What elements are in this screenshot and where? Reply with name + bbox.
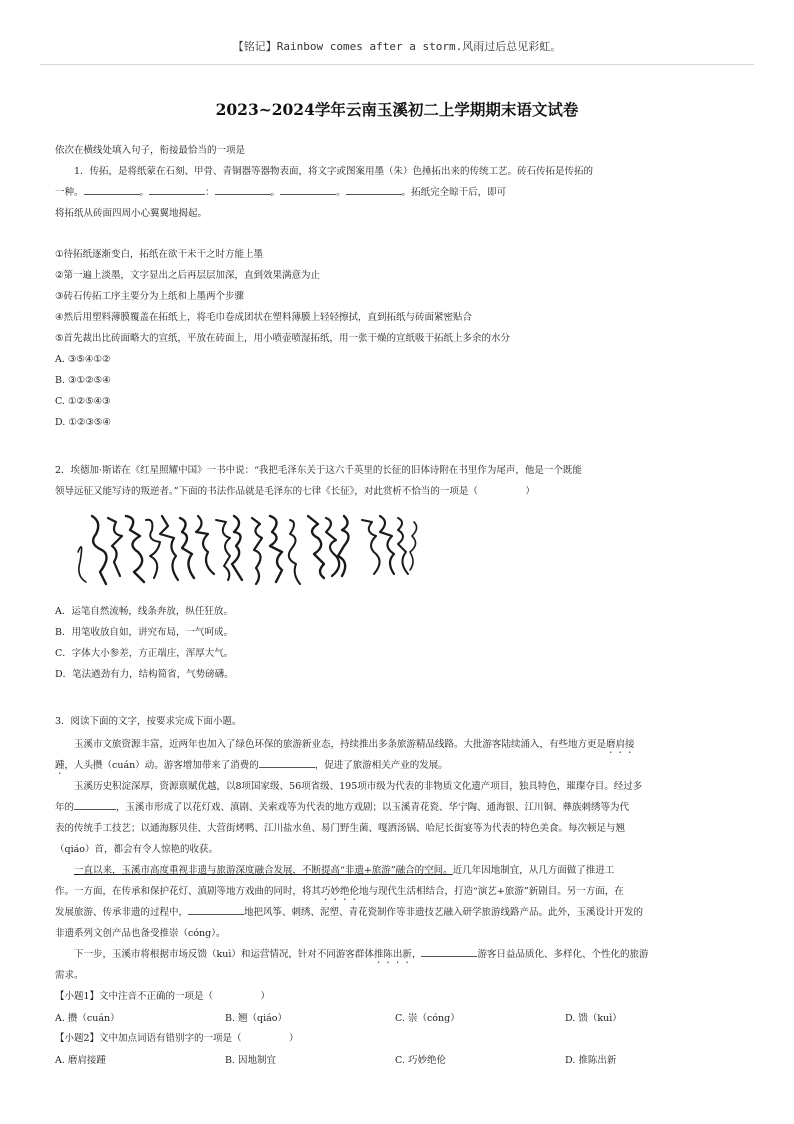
q3-para4-line2: 需求。: [55, 970, 84, 981]
q3-sub1-option-c[interactable]: C. 崇（cóng）: [395, 1013, 460, 1024]
page-title: 2023~2024学年云南玉溪初二上学期期末语文试卷: [215, 100, 579, 119]
q3-para1-line2: 踵，人头攒（cuán）动。游客增加带来了消费的 ，促进了旅游相关产业的发展。: [55, 760, 448, 771]
q1-instruction: 依次在横线处填入句子，衔接最恰当的一项是: [55, 145, 246, 156]
q3-sub1-option-a[interactable]: A. 攒（cuán）: [55, 1013, 120, 1024]
q1-item: ①待拓纸逐渐变白，拓纸在欲干未干之时方能上墨: [55, 249, 264, 260]
q3-para2-line2: 年的 ，玉溪市形成了以花灯戏、滇剧、关索戏等为代表的地方戏剧；以玉溪青花瓷、华宁陶、通海银、江川铜、彝族刺绣等为代: [55, 802, 630, 813]
blank: [215, 185, 271, 195]
q3-para2-line4: （qiáo）首，都会有令人惊艳的收获。: [55, 844, 219, 855]
q1-item: ②第一遍上淡墨，文字显出之后再层层加深，直到效果满意为止: [55, 270, 321, 281]
blank: [280, 185, 336, 195]
blank: [259, 758, 315, 768]
q1-option-a[interactable]: A. ③⑤④①②: [55, 354, 111, 365]
q3-para3-line2: 作。一方面，在传承和保护花灯、滇剧等地方戏曲的同时，将其巧妙绝伦地与现代生活相结合，打造“演艺+旅游”新剧目。另一方面，在: [55, 886, 624, 897]
q2-line2: 领导远征又能写诗的叛逆者。”下面的书法作品就是毛泽东的七律《长征》，对此赏析不恰当的一项是（ ）: [55, 486, 535, 497]
blank: [149, 185, 205, 195]
q1-item: ③砖石传拓工序主要分为上纸和上墨两个步骤: [55, 291, 245, 302]
q2-option-d[interactable]: D．笔法遒劲有力，结构简省，气势磅礴。: [55, 669, 234, 680]
q1-option-d[interactable]: D. ①②③⑤④: [55, 417, 111, 428]
q3-para4-line1: 下一步，玉溪市将根据市场反馈（kuì）和运营情况，针对不同游客群体推陈出新， 游客日益品质化、多样化、个性化的旅游: [74, 949, 649, 960]
q3-sub2-option-b[interactable]: B. 因地制宜: [225, 1055, 277, 1066]
q3-sub2-option-a[interactable]: A. 磨肩接踵: [55, 1055, 106, 1066]
blank: [74, 800, 116, 810]
q2-option-a[interactable]: A．运笔自然流畅，线条奔放，纵任狂放。: [55, 606, 233, 617]
q3-para3-line1: 一直以来，玉溪市高度重视非遗与旅游深度融合发展，不断提高“非遗+旅游”融合的空间。近几年因地制宜，从几方面做了推进工: [74, 865, 615, 876]
q3-para2-line3: 表的传统手工技艺；以通海豚贝佳、大营街烤鸭、江川盐水鱼、易门野生菌、嘎洒汤锅、哈尼长街宴等为代表的特色美食。每次顿足与翘: [55, 823, 626, 834]
header-divider: [40, 64, 754, 65]
header-motto: 【铭记】Rainbow comes after a storm.风雨过后总见彩虹。: [232, 40, 562, 53]
blank: [421, 947, 477, 957]
blank: [84, 185, 140, 195]
q2-line1: 2．埃德加·斯诺在《红星照耀中国》一书中说：“我把毛泽东关于这六千英里的长征的旧体诗附在书里作为尾声，他是一个既能: [55, 465, 582, 476]
q3-para3-line3: 发展旅游、传承非遗的过程中， 地把风筝、刺绣、泥塑、青花瓷制作等非遗技艺融入研学旅游线路产品。此外，玉溪设计开发的: [55, 907, 644, 918]
q1-item: ④然后用塑料薄膜覆盖在拓纸上，将毛巾卷成团状在塑料薄膜上轻轻擦拭，直到拓纸与砖面紧密贴合: [55, 312, 473, 323]
q3-para3-line4: 非遗系列文创产品也备受推崇（cóng）。: [55, 928, 226, 939]
q3-sub2-question: 【小题2】文中加点词语有错别字的一项是（ ）: [55, 1033, 299, 1044]
q1-item: ⑤首先裁出比砖面略大的宣纸，平放在砖面上，用小喷壶喷湿拓纸，用一张干燥的宣纸吸干拓纸上多余的水分: [55, 333, 511, 344]
q3-sub1-question: 【小题1】文中注音不正确的一项是（ ）: [55, 991, 271, 1002]
q1-line3: 将拓纸从砖面四周小心翼翼地揭起。: [55, 208, 208, 219]
q3-sub2-option-c[interactable]: C. 巧妙绝伦: [395, 1055, 446, 1066]
q3-sub2-option-d[interactable]: D. 推陈出新: [565, 1055, 617, 1066]
q1-line1: 1．传拓，是将纸蒙在石刻、甲骨、青铜器等器物表面，将文字或图案用墨（朱）色捶拓出来的传统工艺。砖石传拓是传拓的: [74, 166, 594, 177]
q1-option-c[interactable]: C. ①②⑤④③: [55, 396, 111, 407]
q1-line2: 一种。 。 ： 。 。 。拓纸完全晾干后，即可: [55, 187, 507, 198]
q3-para2-line1: 玉溪历史积淀深厚，资源禀赋优越，以8项国家级、56项省级、195项市级为代表的非物质文化遗产项目，独具特色，璀璨夺目。经过多: [74, 781, 643, 792]
blank: [346, 185, 402, 195]
calligraphy-image: [70, 512, 425, 592]
q3-sub1-option-d[interactable]: D. 馈（kuì）: [565, 1013, 622, 1024]
q1-option-b[interactable]: B. ③①②⑤④: [55, 375, 111, 386]
q2-option-b[interactable]: B．用笔收放自如，讲究布局，一气呵成。: [55, 627, 233, 638]
q2-option-c[interactable]: C．字体大小参差，方正端庄，浑厚大气。: [55, 648, 234, 659]
blank: [188, 905, 244, 915]
q3-sub1-option-b[interactable]: B. 翘（qiáo）: [225, 1013, 288, 1024]
q3-intro: 3．阅读下面的文字，按要求完成下面小题。: [55, 716, 242, 727]
q3-para1-line1: 玉溪市文旅资源丰富，近两年也加入了绿色环保的旅游新业态，持续推出多条旅游精品线路。大批游客陆续涌入，有些地方更是磨肩接: [74, 739, 635, 750]
